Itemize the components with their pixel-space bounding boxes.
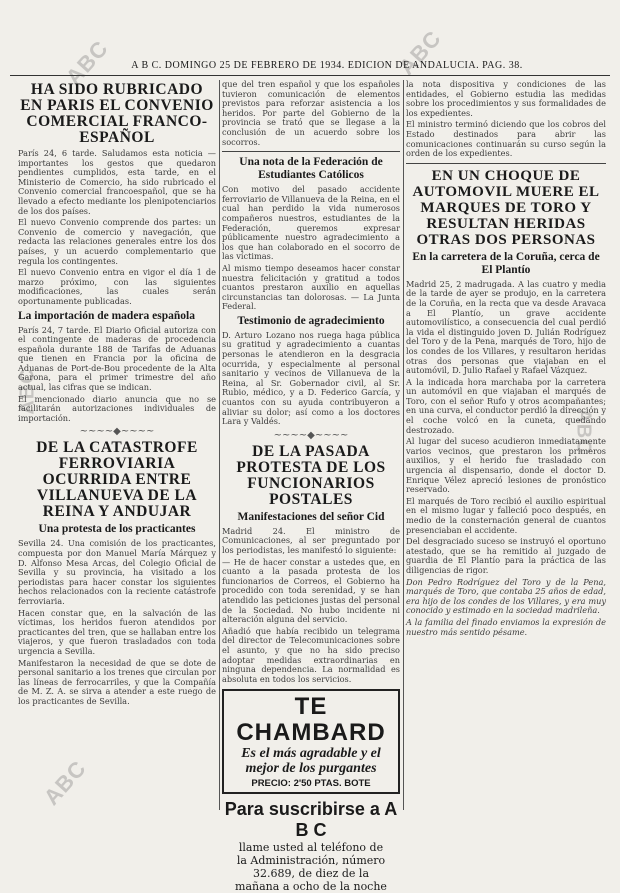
headline-federacion: Una nota de la Federación de Estudiantes Católicos xyxy=(239,156,383,182)
ad-title: TE CHAMBARD xyxy=(236,693,386,747)
article-paragraph: Añadió que había recibido un telegrama del director de Telecomunicaciones sobre el asunto, y que no ha sido preciso adoptar medidas extraordinarias en ninguna dependencia. La normalidad es absoluta en todos los servicios. xyxy=(222,625,400,684)
watermark-abc: ABC xyxy=(572,408,595,455)
article-paragraph: Manifestaron la necesidad de que se dote de personal sanitario a los trenes que circulan por las líneas de ferrocarriles, y que la Compañía de M. Z. A. se sirva a atender a este ruego de los practicantes de Sevilla. xyxy=(18,657,216,706)
ad-price: PRECIO: 2'50 PTAS. BOTE xyxy=(251,778,371,790)
article-paragraph: la nota dispositiva y condiciones de las entidades, el Gobierno estudia las medidas sobre los procedimientos y sus formalidades de los expedientes. xyxy=(406,79,606,118)
article-paragraph: Sevilla 24. Una comisión de los practicantes, compuesta por don Manuel María Márquez y D. Alfonso Mesa Arcas, del Colegio Oficial de Sevilla y su provincia, ha visitado a los periodistas para hacer constar los siguientes hechos relacionados con la reciente catástrofe ferroviaria. xyxy=(18,538,216,606)
ornament-divider: ~~~~◆~~~~ xyxy=(79,426,155,438)
subscription-line: la Administración, número xyxy=(236,854,386,868)
headline-marques-toro: EN UN CHOQUE DE AUTOMOVIL MUERE EL MARQUES DE TORO Y RESULTAN HERIDAS OTRAS DOS PERSONAS xyxy=(412,167,600,248)
headline-convenio: HA SIDO RUBRICADO EN PARIS EL CONVENIO COMERCIAL FRANCO-ESPAÑOL xyxy=(20,81,214,146)
advertisement-chambard xyxy=(222,689,400,794)
column-divider xyxy=(403,80,404,810)
watermark-abc: ABC xyxy=(38,755,92,810)
rule-divider xyxy=(406,163,606,164)
article-paragraph: D. Arturo Lozano nos ruega haga pública su gratitud y agradecimiento a cuantas personas le atendieron en la desgracia ocurrida, y especialmente al personal sanitario y vecinos de Villanueva de la Reina, al Sr. Gobernador civil, al Sr. Rubio, médico, y a D. Federico García, y cuantos con su ayuda contribuyeron a aliviar su dolor; así como a los doctores Lara y Valdés. xyxy=(222,329,400,427)
article-paragraph: Del desgraciado suceso se instruyó el oportuno atestado, que se ha remitido al juzgado de guardia de El Plantío para la práctica de las diligencias de rigor. xyxy=(406,536,606,575)
subscription-line: mañana a ocho de la noche xyxy=(235,880,387,893)
subscription-line: 32.689, de diez de la xyxy=(252,867,369,881)
article-paragraph: El marqués de Toro recibió el auxilio espiritual en el mismo lugar y falleció poco después, en medio de la consternación general de cuantos presenciaban el accidente. xyxy=(406,495,606,535)
article-paragraph: El mencionado diario anuncia que no se facilitarán autorizaciones individuales de importación. xyxy=(18,393,216,423)
article-paragraph: El nuevo Convenio entra en vigor el día 1 de marzo próximo, con las siguientes modificaciones, las cuales serán oportunamente publicadas. xyxy=(18,267,216,306)
article-paragraph: que del tren español y que los españoles tuvieron comunicación de elementos previstos para reforzar asistencia a los heridos. Por parte del Gobierno de la provincia se trató que se llegase a la conclusión de un acuerdo sobre los socorros. xyxy=(222,79,400,147)
article-paragraph: Madrid 25, 2 madrugada. A las cuatro y media de la tarde de ayer se produjo, en la carretera de la Coruña, en la recta que va desde Aravaca a El Plantío, un grave accidente automovilístico, a consecuencia del cual perdió la vida el distinguido joven D. Julián Rodríguez del Toro y de la Pena, marqués de Toro, hijo de los condes de los Villares, y resultaron heridas otras dos personas que viajaban en el automóvil, D. Julio Rafael y Rafael Vázquez. xyxy=(406,278,606,376)
headline-agradecimiento: Testimonio de agradecimiento xyxy=(237,314,385,327)
ornament-divider: ~~~~◆~~~~ xyxy=(273,429,349,441)
article-paragraph: A la familia del finado enviamos la expresión de nuestro más sentido pésame. xyxy=(406,616,606,637)
column-right xyxy=(406,78,606,814)
subheading-practicantes: Una protesta de los practicantes xyxy=(38,523,196,536)
headline-madera: La importación de madera española xyxy=(18,309,195,322)
subscription-line: llame usted al teléfono de xyxy=(238,841,384,855)
article-paragraph: Don Pedro Rodríguez del Toro y de la Pena, marqués de Toro, que contaba 25 años de edad, era hijo de los condes de los Villares, y era muy conocido y estimado en la sociedad madrileña. xyxy=(406,576,606,616)
article-paragraph: Madrid 24. El ministro de Comunicaciones, al ser preguntado por los periodistas, les manifestó lo siguiente: xyxy=(222,525,400,555)
headline-catastrofe: DE LA CATASTROFE FERROVIARIA OCURRIDA ENTRE VILLANUEVA DE LA REINA Y ANDUJAR xyxy=(36,439,198,521)
column-middle xyxy=(222,78,400,893)
article-paragraph: El nuevo Convenio comprende dos partes: un Convenio de comercio y navegación, que redacta las relaciones generales entre los dos países, y un acuerdo complementario que regula los contingentes. xyxy=(18,217,216,266)
watermark-abc: ABC xyxy=(393,25,447,80)
article-paragraph: — He de hacer constar a ustedes que, en cuanto a la pasada protesta de los funcionarios de Correos, el Gobierno ha procedido con toda serenidad, y se han atendido las peticiones justas del personal de la Sociedad. No hubo incidente ni alteración alguna del servicio. xyxy=(222,556,400,625)
page-header: A B C. DOMINGO 25 DE FEBRERO DE 1934. EDICION DE ANDALUCIA. PAG. 38. xyxy=(131,60,523,71)
article-paragraph: Con motivo del pasado accidente ferroviario de Villanueva de la Reina, en el cual han perdido la vida numerosos compañeros nuestros, estudiantes de la Federación, queremos expresar públicamente nuestro agradecimiento a los que han colaborado en el socorro de las víctimas. xyxy=(222,184,400,262)
ad-slogan: mejor de los purgantes xyxy=(245,761,377,777)
header-rule xyxy=(10,75,610,76)
column-divider xyxy=(219,80,220,810)
subheading-cid: Manifestaciones del señor Cid xyxy=(237,510,385,523)
article-paragraph: Al mismo tiempo deseamos hacer constar nuestra felicitación y gratitud a todos cuantos prestaron auxilio en aquellas circunstancias tan dolorosas. — La Junta Federal. xyxy=(222,262,400,312)
article-paragraph: París 24, 6 tarde. Saludamos esta noticia — importantes los gestos que quedaron pendientes cumplidos, esta tarde, en el Ministerio de Comercio, ha sido rubricado el Convenio comercial francoespañol, que se ha llevado a efecto mediante los plenipotenciarios de los dos países. xyxy=(18,148,216,216)
subheading-carretera: En la carretera de la Coruña, cerca de El Plantío xyxy=(412,250,600,276)
watermark-abc: ABC xyxy=(60,35,114,90)
subscription-heading: Para suscribirse a A B C xyxy=(224,799,398,841)
ad-slogan: Es el más agradable y el xyxy=(241,746,381,762)
rule-divider xyxy=(222,151,400,152)
article-paragraph: Al lugar del suceso acudieron inmediatamente varios vecinos, que prestaron los primeros auxilios, y el herido fue trasladado con urgencia al dispensario, donde el doctor D. Enrique Vélez apreció lesiones de pronóstico reservado. xyxy=(406,436,606,495)
article-paragraph: A la indicada hora marchaba por la carretera un automóvil en que viajaban el marqués de Toro, con el señor Rufo y otros acompañantes; en una curva, el conductor perdió la dirección y el coche volcó en la cuneta, quedando destrozado. xyxy=(406,376,606,435)
column-left xyxy=(18,78,216,814)
article-paragraph: Hacen constar que, en la salvación de las víctimas, los heridos fueron atendidos por practicantes del tren, que se hallaban entre los viajeros, y que fueron trasladados con toda urgencia a Sevilla. xyxy=(18,607,216,656)
headline-funcionarios: DE LA PASADA PROTESTA DE LOS FUNCIONARIOS POSTALES xyxy=(236,442,386,508)
article-paragraph: El ministro terminó diciendo que los cobros del Estado destinados para abrir las comunicaciones continuarán su curso según la orden de los expedientes. xyxy=(406,119,606,159)
article-paragraph: París 24, 7 tarde. El Diario Oficial autoriza con el contingente de maderas de procedencia española durante 188 de Tarifas de Aduanas que tienen en Francia por la oficina de Aduanas de Port-de-Bou procedente de la Alta Garona, para el primer trimestre del año actual, las cifras que se indican. xyxy=(18,324,216,393)
watermark-abc: ABC xyxy=(16,368,39,415)
